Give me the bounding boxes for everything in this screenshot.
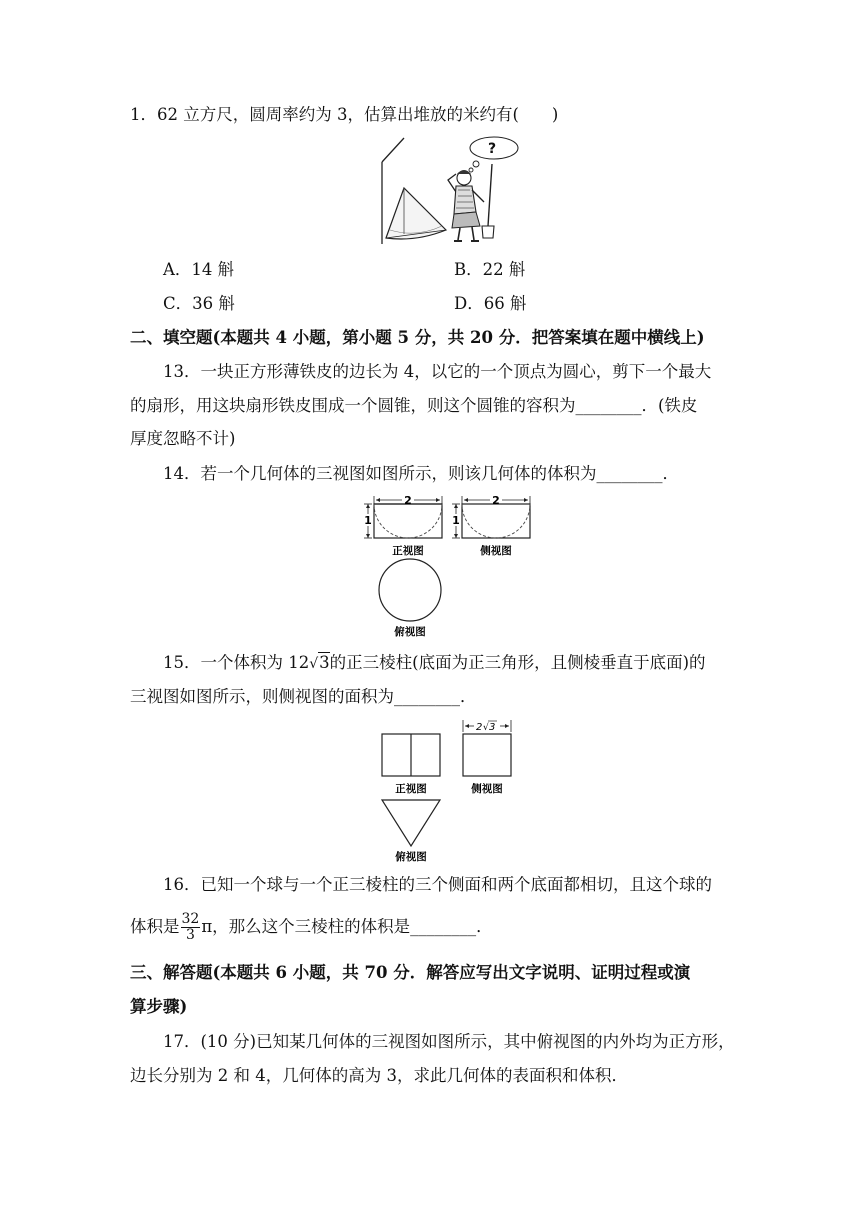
- q15-side-caption: 侧视图: [471, 783, 503, 795]
- q13-line-3: 厚度忽略不计): [130, 429, 236, 448]
- q14-side-view: [452, 496, 530, 538]
- q15-line-1-pre: 15．一个体积为 12: [163, 653, 310, 672]
- section-3-heading-line-2: 算步骤): [130, 997, 188, 1016]
- q16-line-1: 16．已知一个球与一个正三棱柱的三个侧面和两个底面都相切，且这个球的: [163, 875, 712, 894]
- q15-line-2: 三视图如图所示，则侧视图的面积为________．: [130, 687, 477, 706]
- svg-text:√: √: [483, 723, 489, 733]
- q15-side-width-label: [476, 721, 497, 733]
- q15-sqrt-value: 3: [319, 653, 330, 672]
- q14-top-caption: 俯视图: [394, 626, 426, 638]
- q15-side-width-pre: 2: [476, 722, 483, 733]
- q14-front-view: [364, 496, 442, 538]
- q15-line-1-post: 的正三棱柱(底面为正三角形，且侧棱垂直于底面)的: [329, 653, 706, 672]
- q16-fraction: [181, 912, 201, 943]
- q12-option-d: D．66 斛: [454, 294, 527, 313]
- q17-line-1: 17．(10 分)已知某几何体的三视图如图所示，其中俯视图的内外均为正方形，: [163, 1032, 735, 1051]
- q12-option-b: B．22 斛: [454, 260, 526, 279]
- q13-line-1: 13．一块正方形薄铁皮的边长为 4，以它的一个顶点为圆心，剪下一个最大: [163, 362, 712, 381]
- q14-three-view-figure: [360, 492, 532, 646]
- q12-figure: [376, 134, 526, 250]
- q17-line-2: 边长分别为 2 和 4，几何体的高为 3，求此几何体的表面积和体积．: [130, 1066, 628, 1085]
- q14-front-width-label: 2: [404, 494, 412, 507]
- q15-line-1: 15．一个体积为 12√3的正三棱柱(底面为正三角形，且侧棱垂直于底面)的: [163, 653, 706, 672]
- q16-line-2: [130, 912, 493, 943]
- q15-top-caption: 俯视图: [395, 851, 427, 863]
- q14-side-caption: 侧视图: [480, 545, 512, 557]
- q14-stem: 14．若一个几何体的三视图如图所示，则该几何体的体积为________．: [163, 464, 679, 483]
- q16-fraction-numerator: 32: [181, 911, 200, 927]
- q14-front-height-label: 1: [364, 514, 372, 527]
- q14-top-view-circle: [379, 559, 441, 621]
- q15-front-caption: 正视图: [395, 783, 427, 795]
- q14-front-caption: 正视图: [392, 545, 424, 557]
- q15-side-width-sqrt: 3: [489, 722, 496, 733]
- section-3-heading-line-1: 三、解答题(本题共 6 小题，共 70 分．解答应写出文字说明、证明过程或演: [130, 963, 691, 982]
- q14-side-width-label: 2: [492, 494, 500, 507]
- svg-text:?: ?: [488, 141, 497, 157]
- q15-side-view: [463, 734, 511, 776]
- q16-line-2-pre: 体积是: [130, 917, 180, 936]
- q14-side-height-label: 1: [452, 514, 460, 527]
- q12-option-c: C．36 斛: [163, 294, 235, 313]
- q15-three-view-figure: [370, 716, 520, 870]
- q15-top-view-triangle: [382, 800, 440, 846]
- section-2-heading: 二、填空题(本题共 4 小题，第小题 5 分，共 20 分．把答案填在题中横线上): [130, 328, 705, 347]
- q16-line-2-post: π，那么这个三棱柱的体积是________．: [201, 917, 493, 936]
- q13-line-2: 的扇形，用这块扇形铁皮围成一个圆锥，则这个圆锥的容积为________．(铁皮: [130, 396, 698, 415]
- q16-fraction-denominator: 3: [185, 927, 195, 943]
- q12-option-a: A．14 斛: [163, 260, 235, 279]
- q12-stem: 1．62 立方尺，圆周率约为 3，估算出堆放的米约有( ): [130, 105, 559, 124]
